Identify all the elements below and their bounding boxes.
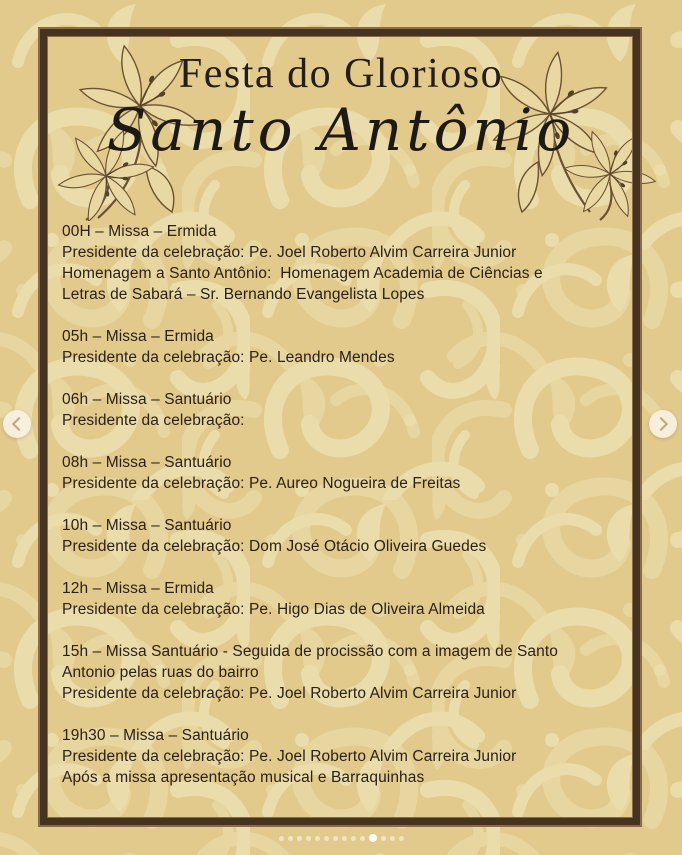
carousel-dots: [0, 831, 682, 845]
schedule-line: 08h – Missa – Santuário: [62, 454, 232, 471]
carousel-prev-button[interactable]: [3, 410, 31, 438]
schedule-line: 00H – Missa – Ermida: [62, 223, 217, 240]
poster-title-script: Santo Antônio: [106, 96, 576, 164]
carousel-dot[interactable]: [306, 836, 311, 841]
carousel-dot[interactable]: [351, 836, 356, 841]
schedule-line: Presidente da celebração: Pe. Joel Roberto Alvim Carreira Junior: [62, 748, 517, 765]
carousel-dot[interactable]: [360, 836, 365, 841]
schedule-line: Presidente da celebração: Pe. Joel Roberto Alvim Carreira Junior: [62, 244, 517, 261]
schedule-line: Presidente da celebração: Pe. Aureo Nogueira de Freitas: [62, 475, 461, 492]
schedule-block: [62, 389, 622, 431]
schedule-line: 10h – Missa – Santuário: [62, 517, 232, 534]
schedule-block: [62, 326, 622, 368]
schedule-block: [62, 578, 622, 620]
carousel-dot[interactable]: [315, 836, 320, 841]
schedule-line: Antonio pelas ruas do bairro: [62, 664, 259, 681]
schedule-line: Presidente da celebração:: [62, 412, 245, 429]
schedule-line: Presidente da celebração: Pe. Leandro Mendes: [62, 349, 395, 366]
schedule-line: Presidente da celebração: Pe. Joel Roberto Alvim Carreira Junior: [62, 685, 517, 702]
carousel-dot[interactable]: [399, 836, 404, 841]
schedule-block: [62, 515, 622, 557]
schedule-block: [62, 641, 622, 704]
schedule-line: 06h – Missa – Santuário: [62, 391, 232, 408]
schedule-line: 15h – Missa Santuário - Seguida de procissão com a imagem de Santo: [62, 643, 558, 660]
poster-title: Festa do Glorioso: [178, 51, 504, 97]
carousel-dot[interactable]: [297, 836, 302, 841]
schedule-block: [62, 725, 622, 788]
carousel-dot[interactable]: [381, 836, 386, 841]
schedule-list: [62, 221, 622, 809]
carousel-dot[interactable]: [390, 836, 395, 841]
schedule-block: [62, 221, 622, 305]
carousel-dot[interactable]: [324, 836, 329, 841]
carousel-dot[interactable]: [342, 836, 347, 841]
schedule-line: Homenagem a Santo Antônio: Homenagem Academia de Ciências e: [62, 265, 543, 282]
schedule-line: Letras de Sabará – Sr. Bernando Evangelista Lopes: [62, 286, 425, 303]
schedule-line: 05h – Missa – Ermida: [62, 328, 214, 345]
chevron-left-icon: [12, 417, 26, 431]
carousel-dot[interactable]: [288, 836, 293, 841]
schedule-line: Presidente da celebração: Pe. Higo Dias de Oliveira Almeida: [62, 601, 485, 618]
carousel-next-button[interactable]: [649, 410, 677, 438]
schedule-line: 19h30 – Missa – Santuário: [62, 727, 249, 744]
carousel-dot[interactable]: [279, 836, 284, 841]
carousel-dot-active[interactable]: [369, 834, 377, 842]
schedule-line: Presidente da celebração: Dom José Otácio Oliveira Guedes: [62, 538, 487, 555]
chevron-right-icon: [654, 417, 668, 431]
schedule-line: 12h – Missa – Ermida: [62, 580, 214, 597]
carousel-dot[interactable]: [333, 836, 338, 841]
schedule-block: [62, 452, 622, 494]
schedule-line: Após a missa apresentação musical e Barraquinhas: [62, 769, 425, 786]
